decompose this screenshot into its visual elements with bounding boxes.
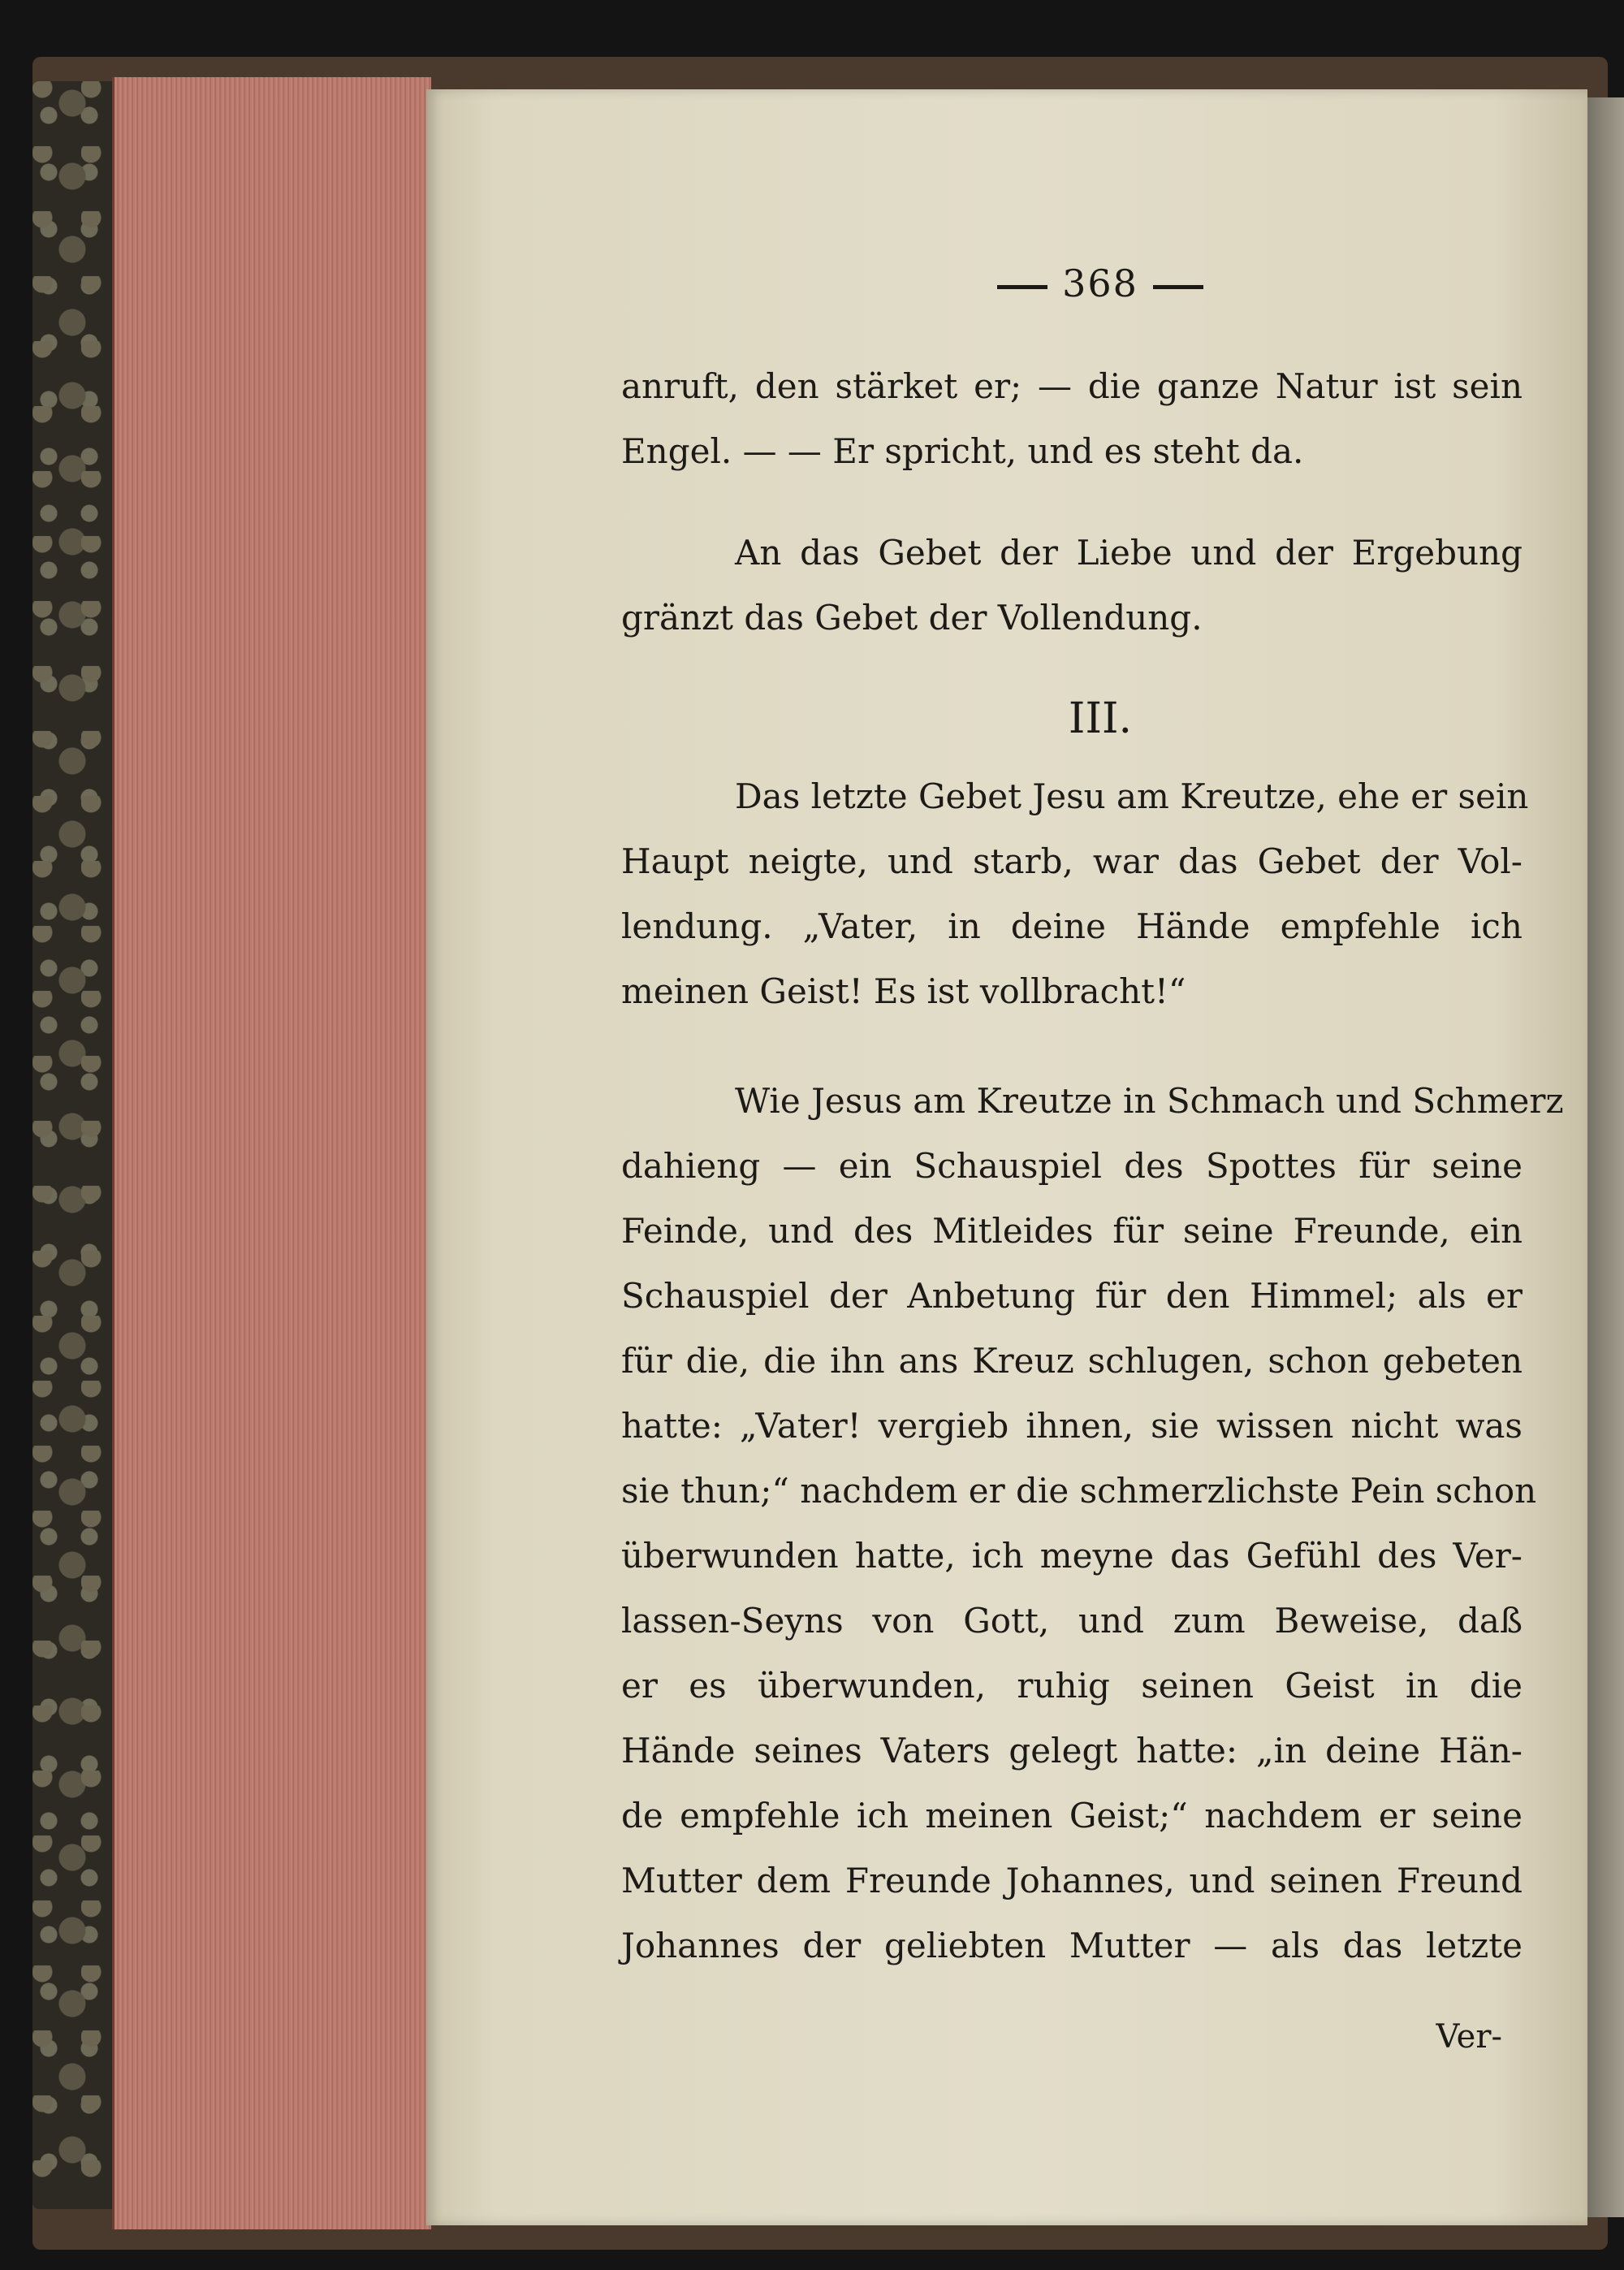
text-line: hatte: „Vater! vergieb ihnen, sie wissen nicht was	[621, 1406, 1522, 1446]
text-line: lassen-Seyns von Gott, und zum Beweise, daß	[621, 1601, 1522, 1641]
text-line: Das letzte Gebet Jesu am Kreutze, ehe er sein	[735, 776, 1529, 816]
text-line: er es überwunden, ruhig seinen Geist in die	[621, 1666, 1522, 1706]
text-line: Wie Jesus am Kreutze in Schmach und Schmerz	[735, 1081, 1564, 1121]
text-line: Feinde, und des Mitleides für seine Freunde, ein	[621, 1211, 1522, 1251]
text-line: gränzt das Gebet der Vollendung.	[621, 598, 1203, 638]
page-number-header	[946, 262, 1255, 305]
text-line: Engel. — — Er spricht, und es steht da.	[621, 431, 1304, 471]
marbled-board	[32, 81, 114, 2209]
text-line: Mutter dem Freunde Johannes, und seinen Freund	[621, 1861, 1522, 1900]
page-number: 368	[1062, 262, 1138, 305]
header-dash-left	[997, 285, 1047, 289]
text-line: überwunden hatte, ich meyne das Gefühl des Ver-	[621, 1536, 1522, 1576]
text-line: anruft, den stärket er; — die ganze Natur ist sein	[621, 366, 1522, 406]
text-line: An das Gebet der Liebe und der Ergebung	[735, 533, 1522, 573]
text-line: Schauspiel der Anbetung für den Himmel; als er	[621, 1276, 1522, 1316]
text-line: lendung. „Vater, in deine Hände empfehle ich	[621, 906, 1522, 946]
text-line: dahieng — ein Schauspiel des Spottes für seine	[621, 1146, 1522, 1186]
header-dash-right	[1153, 285, 1203, 289]
facing-page-edge	[1587, 97, 1624, 2217]
text-line: Haupt neigte, und starb, war das Gebet der Vol-	[621, 841, 1522, 881]
text-line: meinen Geist! Es ist vollbracht!“	[621, 971, 1186, 1011]
text-line: sie thun;“ nachdem er die schmerzlichste Pein schon	[621, 1471, 1537, 1511]
text-line: für die, die ihn ans Kreuz schlugen, schon gebeten	[621, 1341, 1522, 1381]
text-line: de empfehle ich meinen Geist;“ nachdem er seine	[621, 1796, 1522, 1835]
section-heading: III.	[1068, 694, 1133, 743]
catchword: Ver-	[1436, 2018, 1502, 2056]
text-line: Johannes der geliebten Mutter — als das letzte	[621, 1926, 1522, 1965]
text-line: Hände seines Vaters gelegt hatte: „in deine Hän-	[621, 1731, 1522, 1771]
page-edges	[112, 77, 431, 2229]
